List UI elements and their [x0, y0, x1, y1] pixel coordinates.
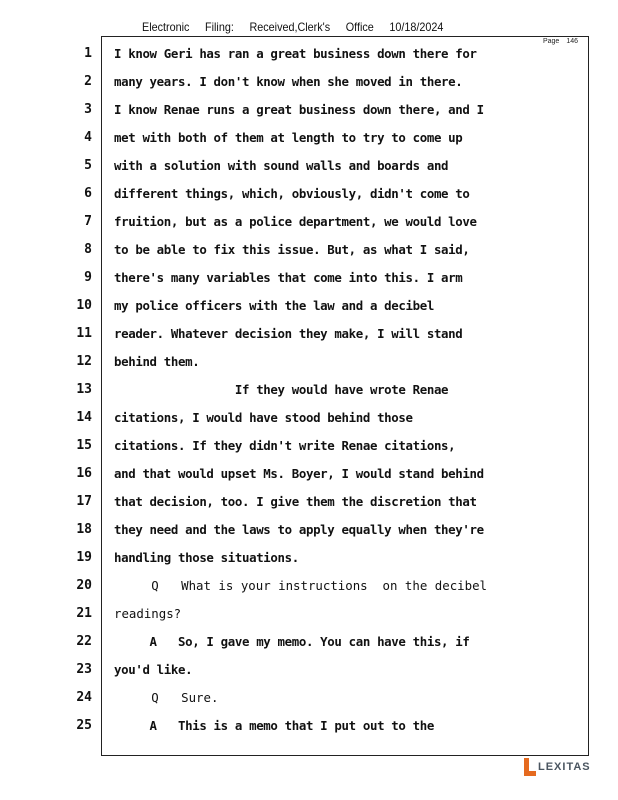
transcript-line: citations, I would have stood behind those — [114, 410, 413, 425]
transcript-line: to be able to fix this issue. But, as what I said, — [114, 242, 470, 257]
line-number: 25 — [76, 718, 92, 733]
line-number: 8 — [84, 242, 92, 257]
line-number: 12 — [76, 354, 92, 369]
transcript-line: they need and the laws to apply equally when they're — [114, 522, 484, 537]
transcript-line: you'd like. — [114, 662, 193, 677]
line-number: 3 — [84, 102, 92, 117]
transcript-line: citations. If they didn't write Renae citations, — [114, 438, 456, 453]
filing-header-word: Received,Clerk's — [249, 20, 331, 34]
transcript-line: there's many variables that come into this. I arm — [114, 270, 463, 285]
filing-date: 10/18/2024 — [389, 20, 444, 34]
transcript-line: with a solution with sound walls and boards and — [114, 158, 449, 173]
transcript-text — [114, 40, 584, 740]
line-number: 9 — [84, 270, 92, 285]
transcript-line: I know Renae runs a great business down there, and I — [114, 102, 484, 117]
line-number: 24 — [76, 690, 92, 705]
line-number: 14 — [76, 410, 92, 425]
lexitas-logo-text: LEXITAS — [538, 761, 591, 773]
line-number: 10 — [76, 298, 92, 313]
line-number: 23 — [76, 662, 92, 677]
filing-header-word: Filing: — [205, 20, 234, 34]
transcript-line: reader. Whatever decision they make, I will stand — [114, 326, 463, 341]
line-number: 19 — [76, 550, 92, 565]
line-number: 15 — [76, 438, 92, 453]
transcript-line-question: Q Sure. — [114, 690, 219, 705]
transcript-line: met with both of them at length to try to come up — [114, 130, 463, 145]
transcript-line: different things, which, obviously, didn't come to — [114, 186, 470, 201]
filing-header-word: Electronic — [142, 20, 190, 34]
line-number: 18 — [76, 522, 92, 537]
page-label: Page — [542, 38, 560, 45]
line-number: 17 — [76, 494, 92, 509]
lexitas-logo-icon — [524, 758, 536, 776]
line-number: 4 — [84, 130, 92, 145]
transcript-line: many years. I don't know when she moved in there. — [114, 74, 463, 89]
line-number: 22 — [76, 634, 92, 649]
line-number: 11 — [76, 326, 92, 341]
transcript-line: and that would upset Ms. Boyer, I would stand behind — [114, 466, 484, 481]
line-number: 13 — [76, 382, 92, 397]
line-number: 21 — [76, 606, 92, 621]
filing-header — [142, 20, 443, 34]
filing-header-word: Office — [345, 20, 374, 34]
line-number: 1 — [84, 46, 92, 61]
transcript-line: readings? — [114, 606, 182, 621]
transcript-line-answer: A So, I gave my memo. You can have this, if — [114, 634, 470, 649]
transcript-line-question: Q What is your instructions on the decibel — [114, 578, 487, 593]
transcript-line: that decision, too. I give them the discretion that — [114, 494, 477, 509]
lexitas-logo — [524, 757, 591, 777]
page-number-value: 146 — [566, 38, 578, 45]
transcript-line: I know Geri has ran a great business down there for — [114, 46, 477, 61]
line-number: 6 — [84, 186, 92, 201]
line-number: 5 — [84, 158, 92, 173]
line-number: 16 — [76, 466, 92, 481]
transcript-line: If they would have wrote Renae — [114, 382, 449, 397]
line-number: 20 — [76, 578, 92, 593]
transcript-line: handling those situations. — [114, 550, 299, 565]
line-number-column — [60, 40, 92, 740]
transcript-line-answer: A This is a memo that I put out to the — [114, 718, 434, 733]
line-number: 7 — [84, 214, 92, 229]
transcript-line: my police officers with the law and a decibel — [114, 298, 434, 313]
transcript-line: fruition, but as a police department, we would love — [114, 214, 477, 229]
line-number: 2 — [84, 74, 92, 89]
transcript-line: behind them. — [114, 354, 200, 369]
